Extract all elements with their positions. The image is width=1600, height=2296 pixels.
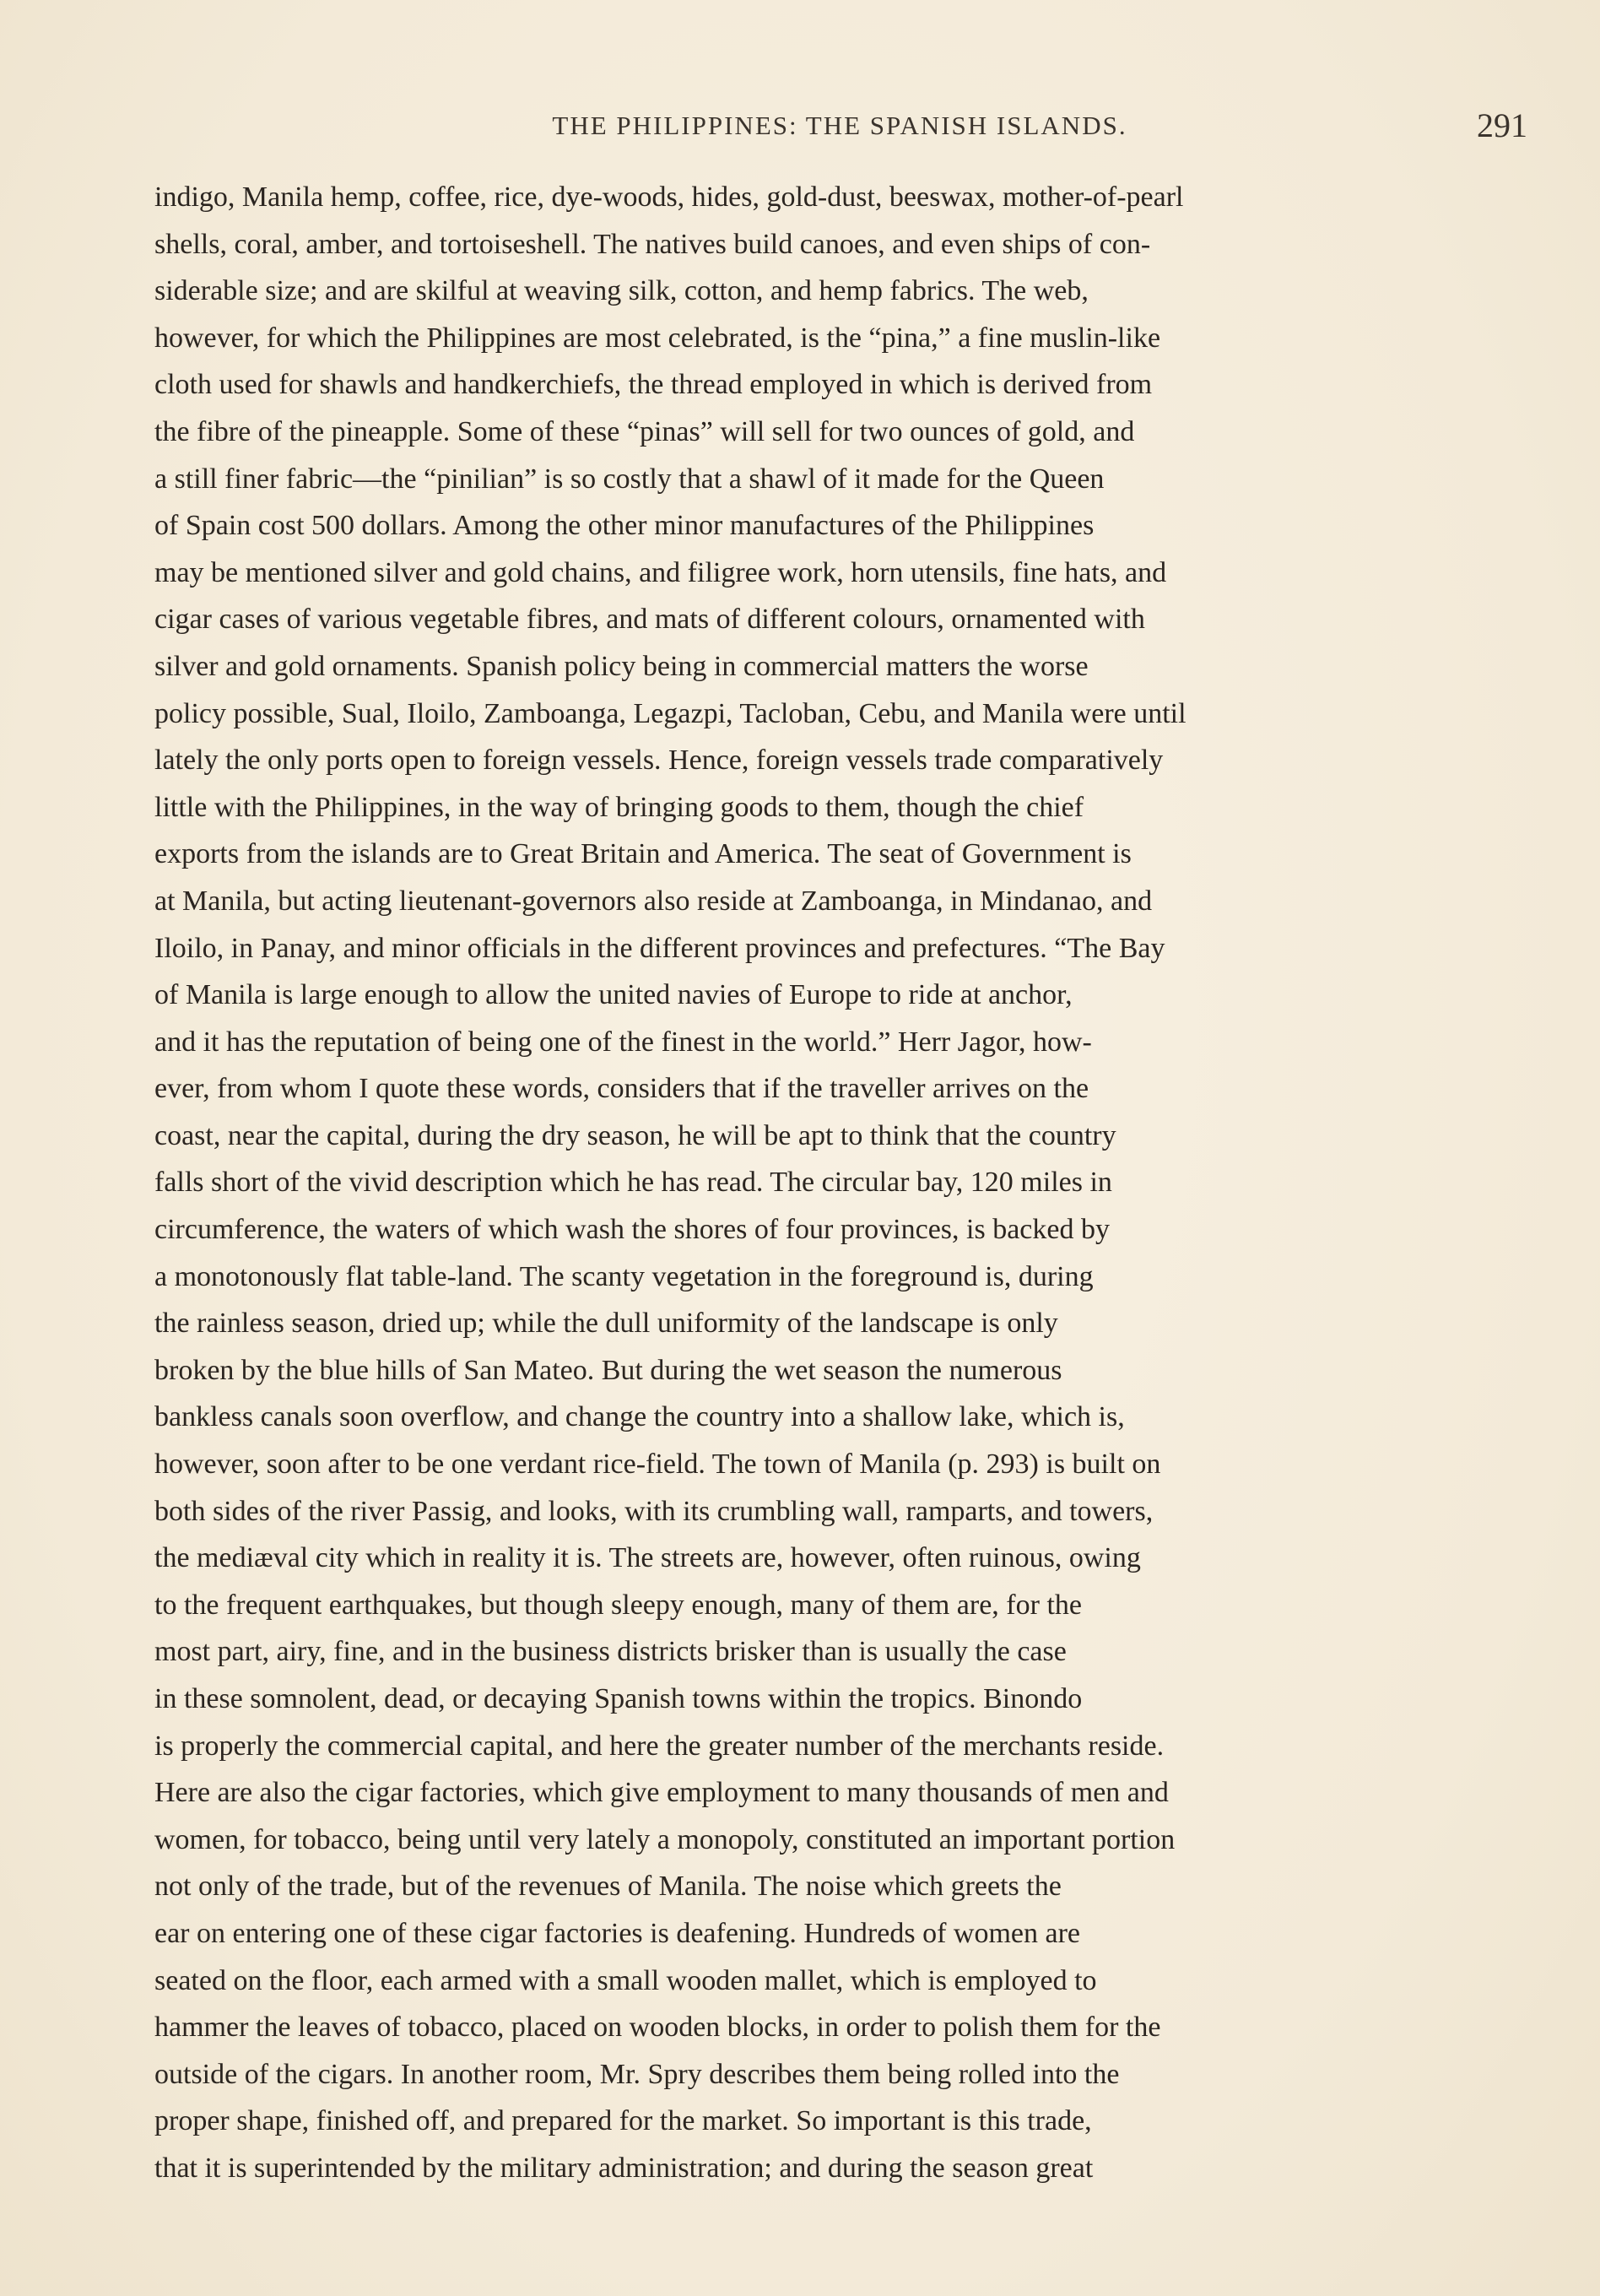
text-line: exports from the islands are to Great Britain and America. The seat of Government is bbox=[154, 838, 1132, 870]
text-line: may be mentioned silver and gold chains, and filigree work, horn utensils, fine hats, and bbox=[154, 556, 1167, 588]
text-line: outside of the cigars. In another room, Mr. Spry describes them being rolled into the bbox=[154, 2058, 1120, 2090]
text-line: not only of the trade, but of the revenues of Manila. The noise which greets the bbox=[154, 1871, 1062, 1903]
text-line: broken by the blue hills of San Mateo. But during the wet season the numerous bbox=[154, 1354, 1062, 1386]
text-line: coast, near the capital, during the dry season, he will be apt to think that the country bbox=[154, 1119, 1116, 1151]
text-line: of Spain cost 500 dollars. Among the other minor manufactures of the Philippines bbox=[154, 510, 1095, 542]
text-line: seated on the floor, each armed with a small wooden mallet, which is employed to bbox=[154, 1964, 1097, 1996]
text-line: siderable size; and are skilful at weaving silk, cotton, and hemp fabrics. The web, bbox=[154, 275, 1089, 307]
text-line: cloth used for shawls and handkerchiefs, the thread employed in which is derived from bbox=[154, 369, 1153, 401]
page-number: 291 bbox=[1477, 106, 1527, 144]
text-line: hammer the leaves of tobacco, placed on wooden blocks, in order to polish them for the bbox=[154, 2012, 1161, 2044]
text-line: both sides of the river Passig, and looks, with its crumbling wall, ramparts, and towers, bbox=[154, 1495, 1154, 1527]
text-line: cigar cases of various vegetable fibres, and mats of different colours, ornamented with bbox=[154, 604, 1145, 636]
text-line: policy possible, Sual, Iloilo, Zamboanga, Legazpi, Tacloban, Cebu, and Manila were until bbox=[154, 697, 1186, 729]
text-line: a monotonously flat table-land. The scanty vegetation in the foreground is, during bbox=[154, 1260, 1094, 1292]
text-line: most part, airy, fine, and in the business districts brisker than is usually the case bbox=[154, 1636, 1067, 1668]
text-line: in these somnolent, dead, or decaying Spanish towns within the tropics. Binondo bbox=[154, 1683, 1083, 1714]
text-line: and it has the reputation of being one of the finest in the world.” Herr Jagor, how- bbox=[154, 1026, 1092, 1058]
running-title: THE PHILIPPINES: THE SPANISH ISLANDS. bbox=[552, 111, 1127, 140]
text-line: indigo, Manila hemp, coffee, rice, dye-woods, hides, gold-dust, beeswax, mother-of-pearl bbox=[154, 181, 1184, 213]
text-line: of Manila is large enough to allow the united navies of Europe to ride at anchor, bbox=[154, 979, 1073, 1011]
text-line: falls short of the vivid description which he has read. The circular bay, 120 miles in bbox=[154, 1167, 1112, 1199]
text-line: ear on entering one of these cigar factories is deafening. Hundreds of women are bbox=[154, 1917, 1080, 1949]
text-line: however, soon after to be one verdant rice-field. The town of Manila (p. 293) is built on bbox=[154, 1449, 1161, 1481]
text-line: ever, from whom I quote these words, considers that if the traveller arrives on the bbox=[154, 1073, 1089, 1105]
text-line: however, for which the Philippines are most celebrated, is the “pina,” a fine muslin-like bbox=[154, 322, 1161, 354]
text-line: silver and gold ornaments. Spanish policy being in commercial matters the worse bbox=[154, 650, 1089, 682]
text-line: at Manila, but acting lieutenant-governors also reside at Zamboanga, in Mindanao, and bbox=[154, 885, 1153, 917]
text-line: is properly the commercial capital, and here the greater number of the merchants reside. bbox=[154, 1730, 1165, 1762]
text-line: the rainless season, dried up; while the dull uniformity of the landscape is only bbox=[154, 1308, 1058, 1340]
body-text bbox=[154, 174, 1528, 2192]
text-line: Here are also the cigar factories, which give employment to many thousands of men and bbox=[154, 1777, 1169, 1809]
text-line: shells, coral, amber, and tortoiseshell. The natives build canoes, and even ships of con- bbox=[154, 228, 1151, 260]
text-line: women, for tobacco, being until very lately a monopoly, constituted an important portion bbox=[154, 1823, 1176, 1855]
text-line: the fibre of the pineapple. Some of these “pinas” will sell for two ounces of gold, and bbox=[154, 415, 1135, 447]
text-line: bankless canals soon overflow, and change the country into a shallow lake, which is, bbox=[154, 1401, 1125, 1433]
text-line: to the frequent earthquakes, but though sleepy enough, many of them are, for the bbox=[154, 1589, 1082, 1621]
text-line: lately the only ports open to foreign vessels. Hence, foreign vessels trade comparatively bbox=[154, 745, 1164, 777]
text-line: the mediæval city which in reality it is. The streets are, however, often ruinous, owing bbox=[154, 1542, 1141, 1574]
text-line: circumference, the waters of which wash the shores of four provinces, is backed by bbox=[154, 1214, 1110, 1246]
running-head bbox=[152, 106, 1527, 148]
text-line: that it is superintended by the military administration; and during the season great bbox=[154, 2152, 1094, 2184]
text-line: little with the Philippines, in the way of bringing goods to them, though the chief bbox=[154, 791, 1084, 823]
text-line: a still finer fabric—the “pinilian” is so costly that a shawl of it made for the Queen bbox=[154, 463, 1105, 495]
text-line: Iloilo, in Panay, and minor officials in the different provinces and prefectures. “The Bay bbox=[154, 932, 1165, 964]
text-line: proper shape, finished off, and prepared for the market. So important is this trade, bbox=[154, 2105, 1092, 2137]
